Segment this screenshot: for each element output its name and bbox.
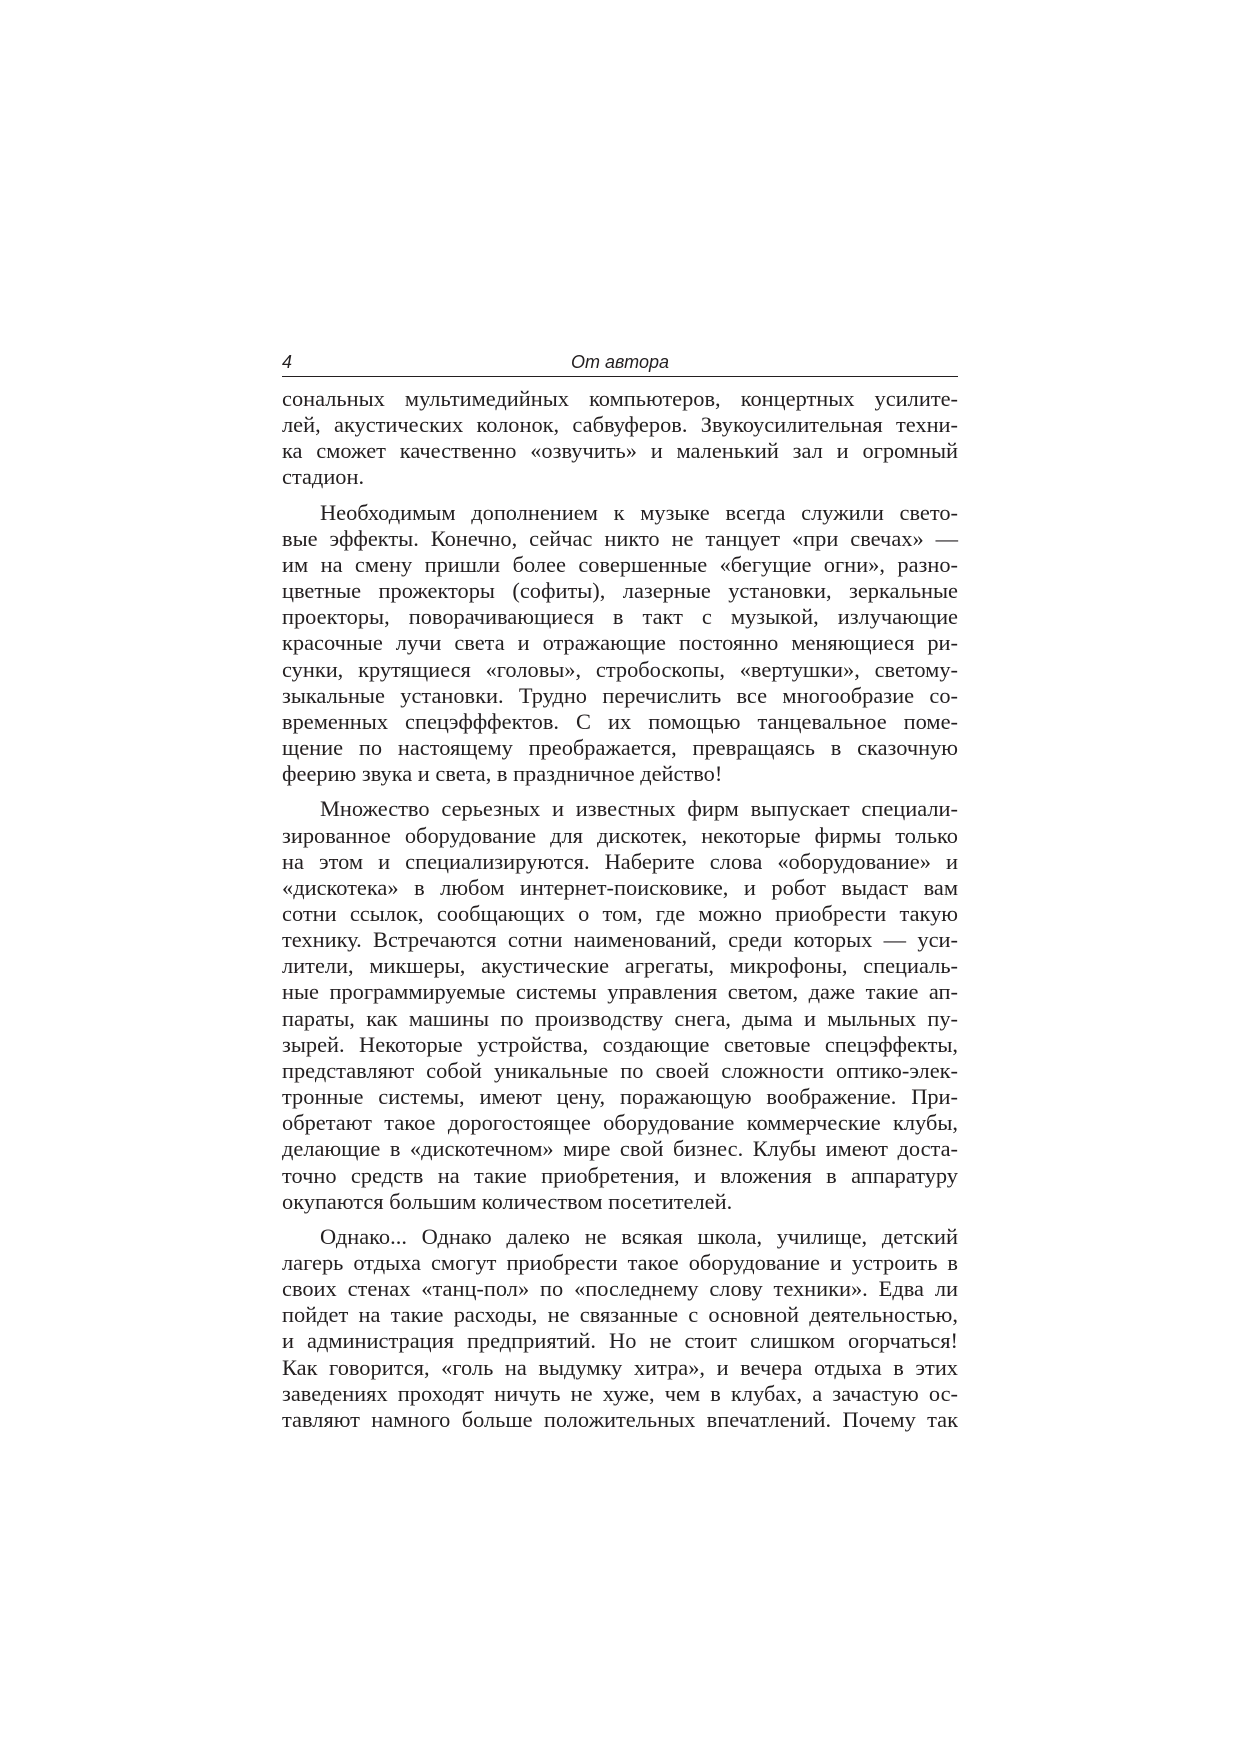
paragraph-3 (282, 796, 958, 1215)
paragraph-4 (282, 1224, 958, 1433)
paragraph-2 (282, 500, 958, 788)
page-number: 4 (282, 352, 293, 372)
text-line: цветные прожекторы (софиты), лазерные установки, зеркальные (282, 578, 958, 604)
text-line: точно средств на такие приобретения, и вложения в аппаратуру (282, 1162, 958, 1188)
text-line: вые эффекты. Конечно, сейчас никто не танцует «при свечах» — (282, 525, 958, 551)
text-line: сональных мультимедийных компьютеров, концертных усилите- (282, 386, 958, 411)
text-line: технику. Встречаются сотни наименований, среди которых — уси- (282, 927, 958, 953)
text-line: Как говорится, «голь на выдумку хитра», и вечера отдыха в этих (282, 1354, 958, 1380)
text-line: щение по настоящему преображается, превращаясь в сказочную (282, 735, 958, 761)
running-head (282, 348, 958, 377)
running-title: От автора (570, 352, 670, 372)
text-line: обретают такое дорогостоящее оборудование коммерческие клубы, (282, 1110, 958, 1136)
text-line: феерию звука и света, в праздничное действо! (282, 761, 723, 787)
text-line: окупаются большим количеством посетителей. (282, 1188, 733, 1214)
text-line: заведениях проходят ничуть не хуже, чем в клубах, а зачастую ос- (282, 1380, 958, 1406)
text-line: параты, как машины по производству снега, дыма и мыльных пу- (282, 1005, 958, 1031)
text-line: зыкальные установки. Трудно перечислить все многообразие со- (282, 682, 958, 708)
text-line: им на смену пришли более совершенные «бегущие огни», разно- (282, 551, 958, 577)
text-line: ные программируемые системы управления светом, даже такие ап- (282, 979, 958, 1005)
body-text (282, 386, 958, 1433)
text-line: Необходимым дополнением к музыке всегда служили свето- (320, 499, 958, 525)
paragraph-1 (282, 386, 958, 491)
text-line: на этом и специализируются. Наберите слова «оборудование» и (282, 848, 958, 874)
text-line: «дискотека» в любом интернет-поисковике, и робот выдаст вам (282, 874, 958, 900)
text-line: лагерь отдыха смогут приобрести такое оборудование и устроить в (282, 1250, 958, 1275)
text-line: ка сможет качественно «озвучить» и маленький зал и огромный (282, 438, 958, 464)
text-line: сунки, крутящиеся «головы», стробоскопы, «вертушки», светому- (282, 656, 958, 682)
text-line: лители, микшеры, акустические агрегаты, микрофоны, специаль- (282, 953, 958, 979)
text-line: пойдет на такие расходы, не связанные с основной деятельностью, (282, 1302, 958, 1328)
book-page (282, 348, 958, 1433)
text-line: и администрация предприятий. Но не стоит слишком огорчаться! (282, 1328, 958, 1354)
text-line: тронные системы, имеют цену, поражающую воображение. При- (282, 1084, 958, 1110)
text-line: лей, акустических колонок, сабвуферов. Звукоусилительная техни- (282, 412, 958, 438)
text-line: сотни ссылок, сообщающих о том, где можно приобрести такую (282, 900, 958, 926)
text-line: своих стенах «танц-пол» по «последнему слову техники». Едва ли (282, 1276, 958, 1302)
text-line: Однако... Однако далеко не всякая школа, училище, детский (320, 1223, 958, 1249)
text-line: делающие в «дискотечном» мире свой бизнес. Клубы имеют доста- (282, 1136, 958, 1162)
text-line: стадион. (282, 464, 365, 490)
text-line: временных спецэфффектов. С их помощью танцевальное поме- (282, 708, 958, 734)
text-line: тавляют намного больше положительных впечатлений. Почему так (282, 1406, 958, 1432)
text-line: Множество серьезных и известных фирм выпускает специали- (320, 796, 958, 822)
text-line: зырей. Некоторые устройства, создающие световые спецэффекты, (282, 1031, 958, 1057)
text-line: зированное оборудование для дискотек, некоторые фирмы только (282, 822, 958, 848)
text-line: представляют собой уникальные по своей сложности оптико-элек- (282, 1057, 958, 1083)
text-line: красочные лучи света и отражающие постоянно меняющиеся ри- (282, 630, 958, 656)
text-line: проекторы, поворачивающиеся в такт с музыкой, излучающие (282, 604, 958, 630)
